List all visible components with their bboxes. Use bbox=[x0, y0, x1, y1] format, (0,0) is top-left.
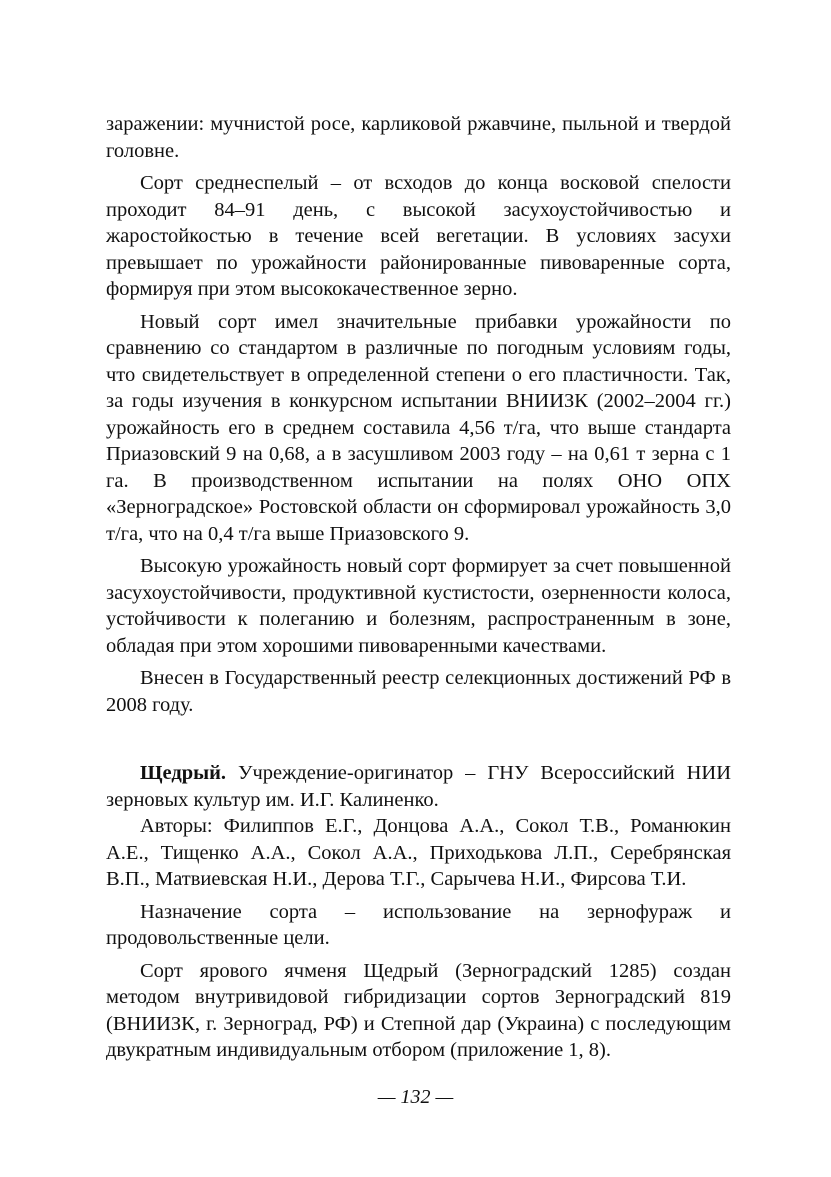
paragraph-registry: Внесен в Государственный реестр селекционных достижений РФ в 2008 году. bbox=[106, 667, 731, 716]
paragraph-maturity: Сорт среднеспелый – от всходов до конца восковой спелости проходит 84–91 день, с высокой засухоустойчивостью и жаростойкостью в течение всей вегетации. В условиях засухи превышает по урожайности районированные пивоваренные сорта, формируя при этом высококачественное зерно. bbox=[106, 172, 731, 300]
variety-authors: Авторы: Филиппов Е.Г., Донцова А.А., Сокол Т.В., Романюкин А.Е., Тищенко А.А., Сокол А.А., Приходькова Л.П., Серебрянская В.П., Матвиевская Н.И., Дерова Т.Г., Сарычева Н.И., Фирсова Т.И. bbox=[106, 815, 731, 890]
page-number: — 132 — bbox=[377, 1086, 454, 1108]
variety-purpose: Назначение сорта – использование на зернофураж и продовольственные цели. bbox=[106, 900, 731, 949]
variety-origin: Сорт ярового ячменя Щедрый (Зерноградский 1285) создан методом внутривидовой гибридизации сортов Зерноградский 819 (ВНИИЗК, г. Зерноград, РФ) и Степной дар (Украина) с последующим двукратным индивидуальным отбором (приложение 1, 8). bbox=[106, 959, 731, 1061]
variety-originator: Учреждение-оригинатор – ГНУ Всероссийский НИИ зерновых культур им. И.Г. Калиненко. bbox=[106, 762, 731, 811]
variety-name: Щедрый. bbox=[140, 762, 227, 784]
page-body bbox=[106, 111, 731, 1064]
paragraph-yield-increase: Новый сорт имел значительные прибавки урожайности по сравнению со стандартом в различные по погодным условиям годы, что свидетельствует в определенной степени о его пластичности. Так, за годы изучения в конкурсном испытании ВНИИЗК (2002–2004 гг.) урожайность его в среднем составила 4,56 т/га, что выше стандарта Приазовский 9 на 0,68, а в засушливом 2003 году – на 0,61 т зерна с 1 га. В производственном испытании на полях ОНО ОПХ «Зерноградское» Ростовской области он сформировал урожайность 3,0 т/га, что на 0,4 т/га выше Приазовского 9. bbox=[106, 310, 731, 545]
paragraph-disease-resistance: заражении: мучнистой росе, карликовой ржавчине, пыльной и твердой головне. bbox=[106, 113, 731, 162]
paragraph-high-yield: Высокую урожайность новый сорт формирует за счет повышенной засухоустойчивости, продуктивной кустистости, озерненности колоса, устойчивости к полеганию и болезням, распространенным в зоне, обладая при этом хорошими пивоваренными качествами. bbox=[106, 555, 731, 657]
variety-header bbox=[106, 760, 731, 813]
